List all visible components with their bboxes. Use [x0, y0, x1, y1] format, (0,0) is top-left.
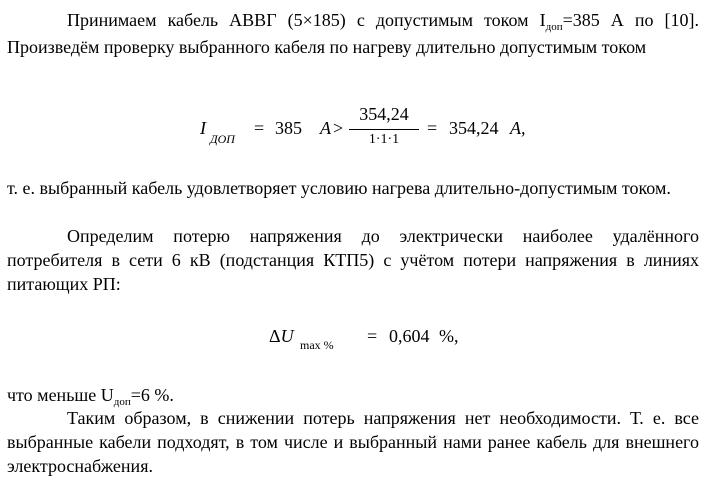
paragraph-text: Принимаем кабель АВВГ (5×185) с допустимым током I: [67, 10, 546, 30]
paragraph-text: что меньше U: [7, 385, 114, 405]
formula-subscript: max %: [300, 338, 334, 352]
formula-unit: А: [320, 118, 331, 138]
formula-unit: %,: [439, 326, 459, 346]
paragraph-voltage-loss: Определим потерю напряжения до электрически наиболее удалённого потребителя в сети 6 кВ (подстанция КТП5) с учётом потери напряжения в линиях питающих РП:: [7, 226, 699, 294]
formula-symbol: I: [200, 118, 206, 138]
formula-subscript: ДОП: [210, 132, 235, 146]
formula-value: 385: [275, 118, 302, 138]
formula-value: 0,604: [389, 326, 430, 346]
paragraph-conclusion-heating: т. е. выбранный кабель удовлетворяет условию нагрева длительно-допустимым током.: [7, 178, 671, 198]
formula-variable: U: [280, 326, 294, 346]
paragraph-final-conclusion: Таким образом, в снижении потерь напряжения нет необходимости. Т. е. все выбранные кабели подходят, в том числе и выбранный нами ранее кабель для внешнего электроснабжения.: [7, 408, 699, 476]
paragraph-text: =385 А по [10]. Произведём проверку выбранного кабеля по нагреву длительно допустимым током: [7, 10, 699, 57]
formula-unit: А,: [510, 118, 526, 138]
paragraph-text: =6 %.: [130, 385, 174, 405]
formula-value: 354,24: [449, 118, 499, 138]
subscript: доп: [545, 21, 563, 33]
delta-symbol: Δ: [269, 326, 281, 346]
formula-operator: =: [427, 118, 438, 138]
formula-operator: >: [333, 118, 344, 138]
fraction-bar: [349, 129, 419, 130]
fraction-denominator: 1·1·1: [368, 132, 400, 147]
paragraph-cable-selection: [7, 8, 699, 59]
fraction-numerator: 354,24: [359, 104, 409, 124]
subscript: доп: [113, 396, 131, 408]
formula-operator: =: [367, 326, 378, 346]
formula-symbol: [269, 326, 294, 347]
formula-operator: =: [254, 118, 265, 138]
